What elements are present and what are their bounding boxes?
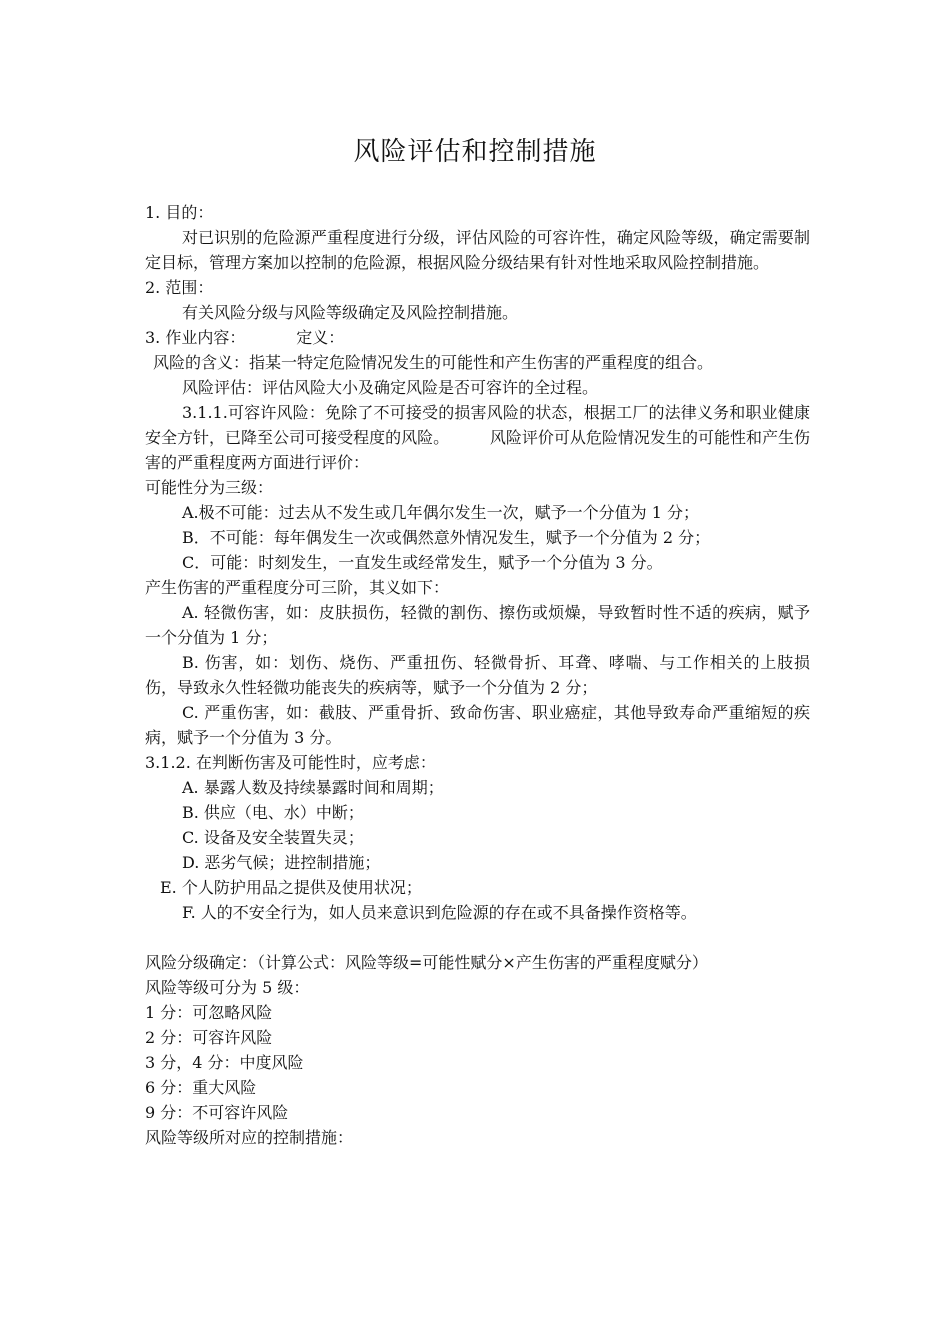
body-paragraph: 1 分：可忽略风险 [145,1003,273,1022]
body-paragraph: 9 分：不可容许风险 [145,1103,289,1122]
body-paragraph: F. 人的不安全行为，如人员来意识到危险源的存在或不具备操作资格等。 [182,903,697,922]
body-paragraph: 有关风险分级与风险等级确定及风险控制措施。 [182,303,519,322]
body-paragraph: 3.1.1.可容许风险：免除了不可接受的损害风险的状态，根据工厂的法律义务和职业健康安全方针，已降至公司可接受程度的风险。 风险评价可从危险情况发生的可能性和产生伤害的严重程度两方面进行评价： [145,403,810,472]
body-paragraph: 风险等级所对应的控制措施： [145,1128,354,1147]
body-paragraph: 对已识别的危险源严重程度进行分级，评估风险的可容许性，确定风险等级，确定需要制定目标，管理方案加以控制的危险源，根据风险分级结果有针对性地采取风险控制措施。 [145,228,810,272]
blank-line [145,925,810,950]
body-paragraph: A. 暴露人数及持续暴露时间和周期； [182,778,444,797]
body-paragraph: 3. 作业内容： 定义： [145,328,345,347]
body-paragraph: 2. 范围： [145,278,214,297]
body-paragraph: C. 设备及安全装置失灵； [182,828,364,847]
body-paragraph: 6 分：重大风险 [145,1078,257,1097]
body-paragraph: A. 轻微伤害，如：皮肤损伤，轻微的割伤、擦伤或烦燥，导致暂时性不适的疾病，赋予一个分值为 1 分； [145,603,810,647]
body-paragraph: B．不可能：每年偶发生一次或偶然意外情况发生，赋予一个分值为 2 分； [182,528,711,547]
body-paragraph: 3 分，4 分：中度风险 [145,1053,304,1072]
document-title: 风险评估和控制措施 [353,137,597,167]
document-body [145,200,810,1150]
body-paragraph: E. 个人防护用品之提供及使用状况； [160,878,422,897]
body-paragraph: B. 供应（电、水）中断； [182,803,364,822]
body-paragraph: D. 恶劣气候；进控制措施； [182,853,381,872]
body-paragraph: C. 严重伤害，如：截肢、严重骨折、致命伤害、职业癌症，其他导致寿命严重缩短的疾病，赋予一个分值为 3 分。 [145,703,810,747]
body-paragraph: 风险分级确定：（计算公式：风险等级=可能性赋分×产生伤害的严重程度赋分） [145,953,708,972]
body-paragraph: 可能性分为三级： [145,478,274,497]
body-paragraph: 1. 目的： [145,203,214,222]
body-paragraph: 3.1.2. 在判断伤害及可能性时，应考虑： [145,753,436,772]
body-paragraph: 产生伤害的严重程度分可三阶，其义如下： [145,578,450,597]
body-paragraph: 2 分：可容许风险 [145,1028,273,1047]
body-paragraph: 风险等级可分为 5 级： [145,978,310,997]
body-paragraph: 风险的含义：指某一特定危险情况发生的可能性和产生伤害的严重程度的组合。 [153,353,714,372]
body-paragraph: 风险评估：评估风险大小及确定风险是否可容许的全过程。 [182,378,599,397]
body-paragraph: C．可能：时刻发生，一直发生或经常发生，赋予一个分值为 3 分。 [182,553,663,572]
body-paragraph: B. 伤害，如：划伤、烧伤、严重扭伤、轻微骨折、耳聋、哮喘、与工作相关的上肢损伤，导致永久性轻微功能丧失的疾病等，赋予一个分值为 2 分； [145,653,810,697]
body-paragraph: A.极不可能：过去从不发生或几年偶尔发生一次，赋予一个分值为 1 分； [182,503,699,522]
